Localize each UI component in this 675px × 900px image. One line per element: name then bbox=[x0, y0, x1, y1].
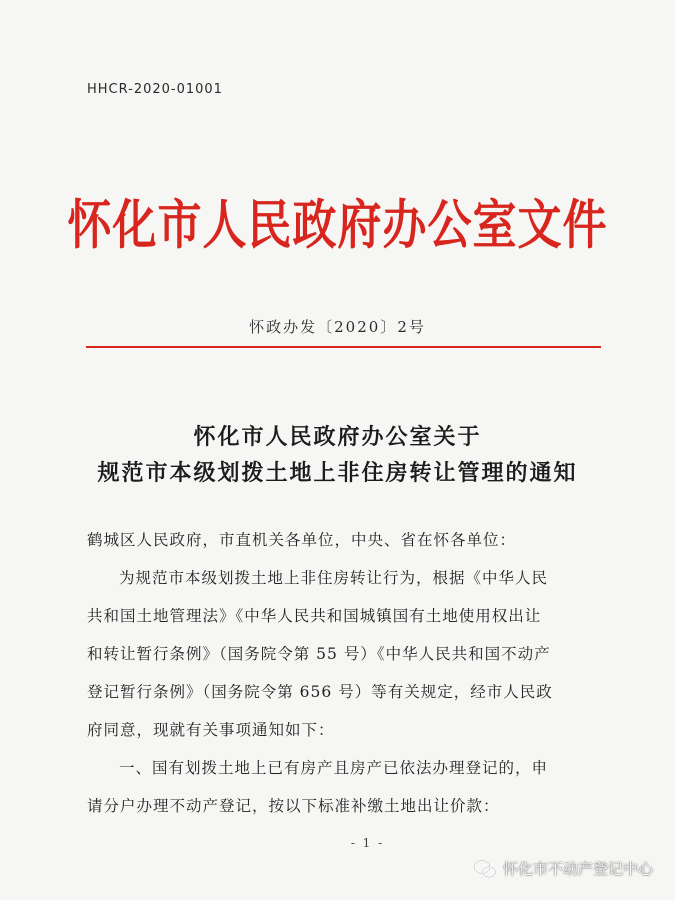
body-line: 府同意，现就有关事项通知如下： bbox=[87, 721, 335, 739]
document-title-line-2: 规范市本级划拨土地上非住房转让管理的通知 bbox=[97, 461, 578, 486]
document-title-line-1: 怀化市人民政府办公室关于 bbox=[193, 425, 482, 450]
body-line: 为规范市本级划拨土地上非住房转让行为，根据《中华人民 bbox=[119, 569, 549, 587]
watermark bbox=[473, 858, 653, 879]
body-line: 登记暂行条例》（国务院令第 656 号）等有关规定，经市人民政 bbox=[87, 683, 553, 701]
document-number: 怀政办发〔2020〕2号 bbox=[249, 318, 426, 336]
watermark-text: 怀化市不动产登记中心 bbox=[502, 860, 653, 878]
body-line: 共和国土地管理法》《中华人民共和国城镇国有土地使用权出让 bbox=[87, 607, 542, 625]
salutation: 鹤城区人民政府，市直机关各单位，中央、省在怀各单位： bbox=[87, 531, 517, 549]
document-code: HHCR-2020-01001 bbox=[87, 82, 223, 97]
issuer-header: 怀化市人民政府办公室文件 bbox=[67, 195, 608, 257]
body-line: 和转让暂行条例》（国务院令第 55 号）《中华人民共和国不动产 bbox=[87, 645, 551, 663]
header-divider bbox=[86, 346, 601, 348]
wechat-icon bbox=[473, 859, 497, 879]
body-line: 请分户办理不动产登记，按以下标准补缴土地出让价款： bbox=[87, 797, 500, 815]
body-line: 一、国有划拨土地上已有房产且房产已依法办理登记的，申 bbox=[119, 759, 549, 777]
page-number: - 1 - bbox=[350, 836, 385, 850]
